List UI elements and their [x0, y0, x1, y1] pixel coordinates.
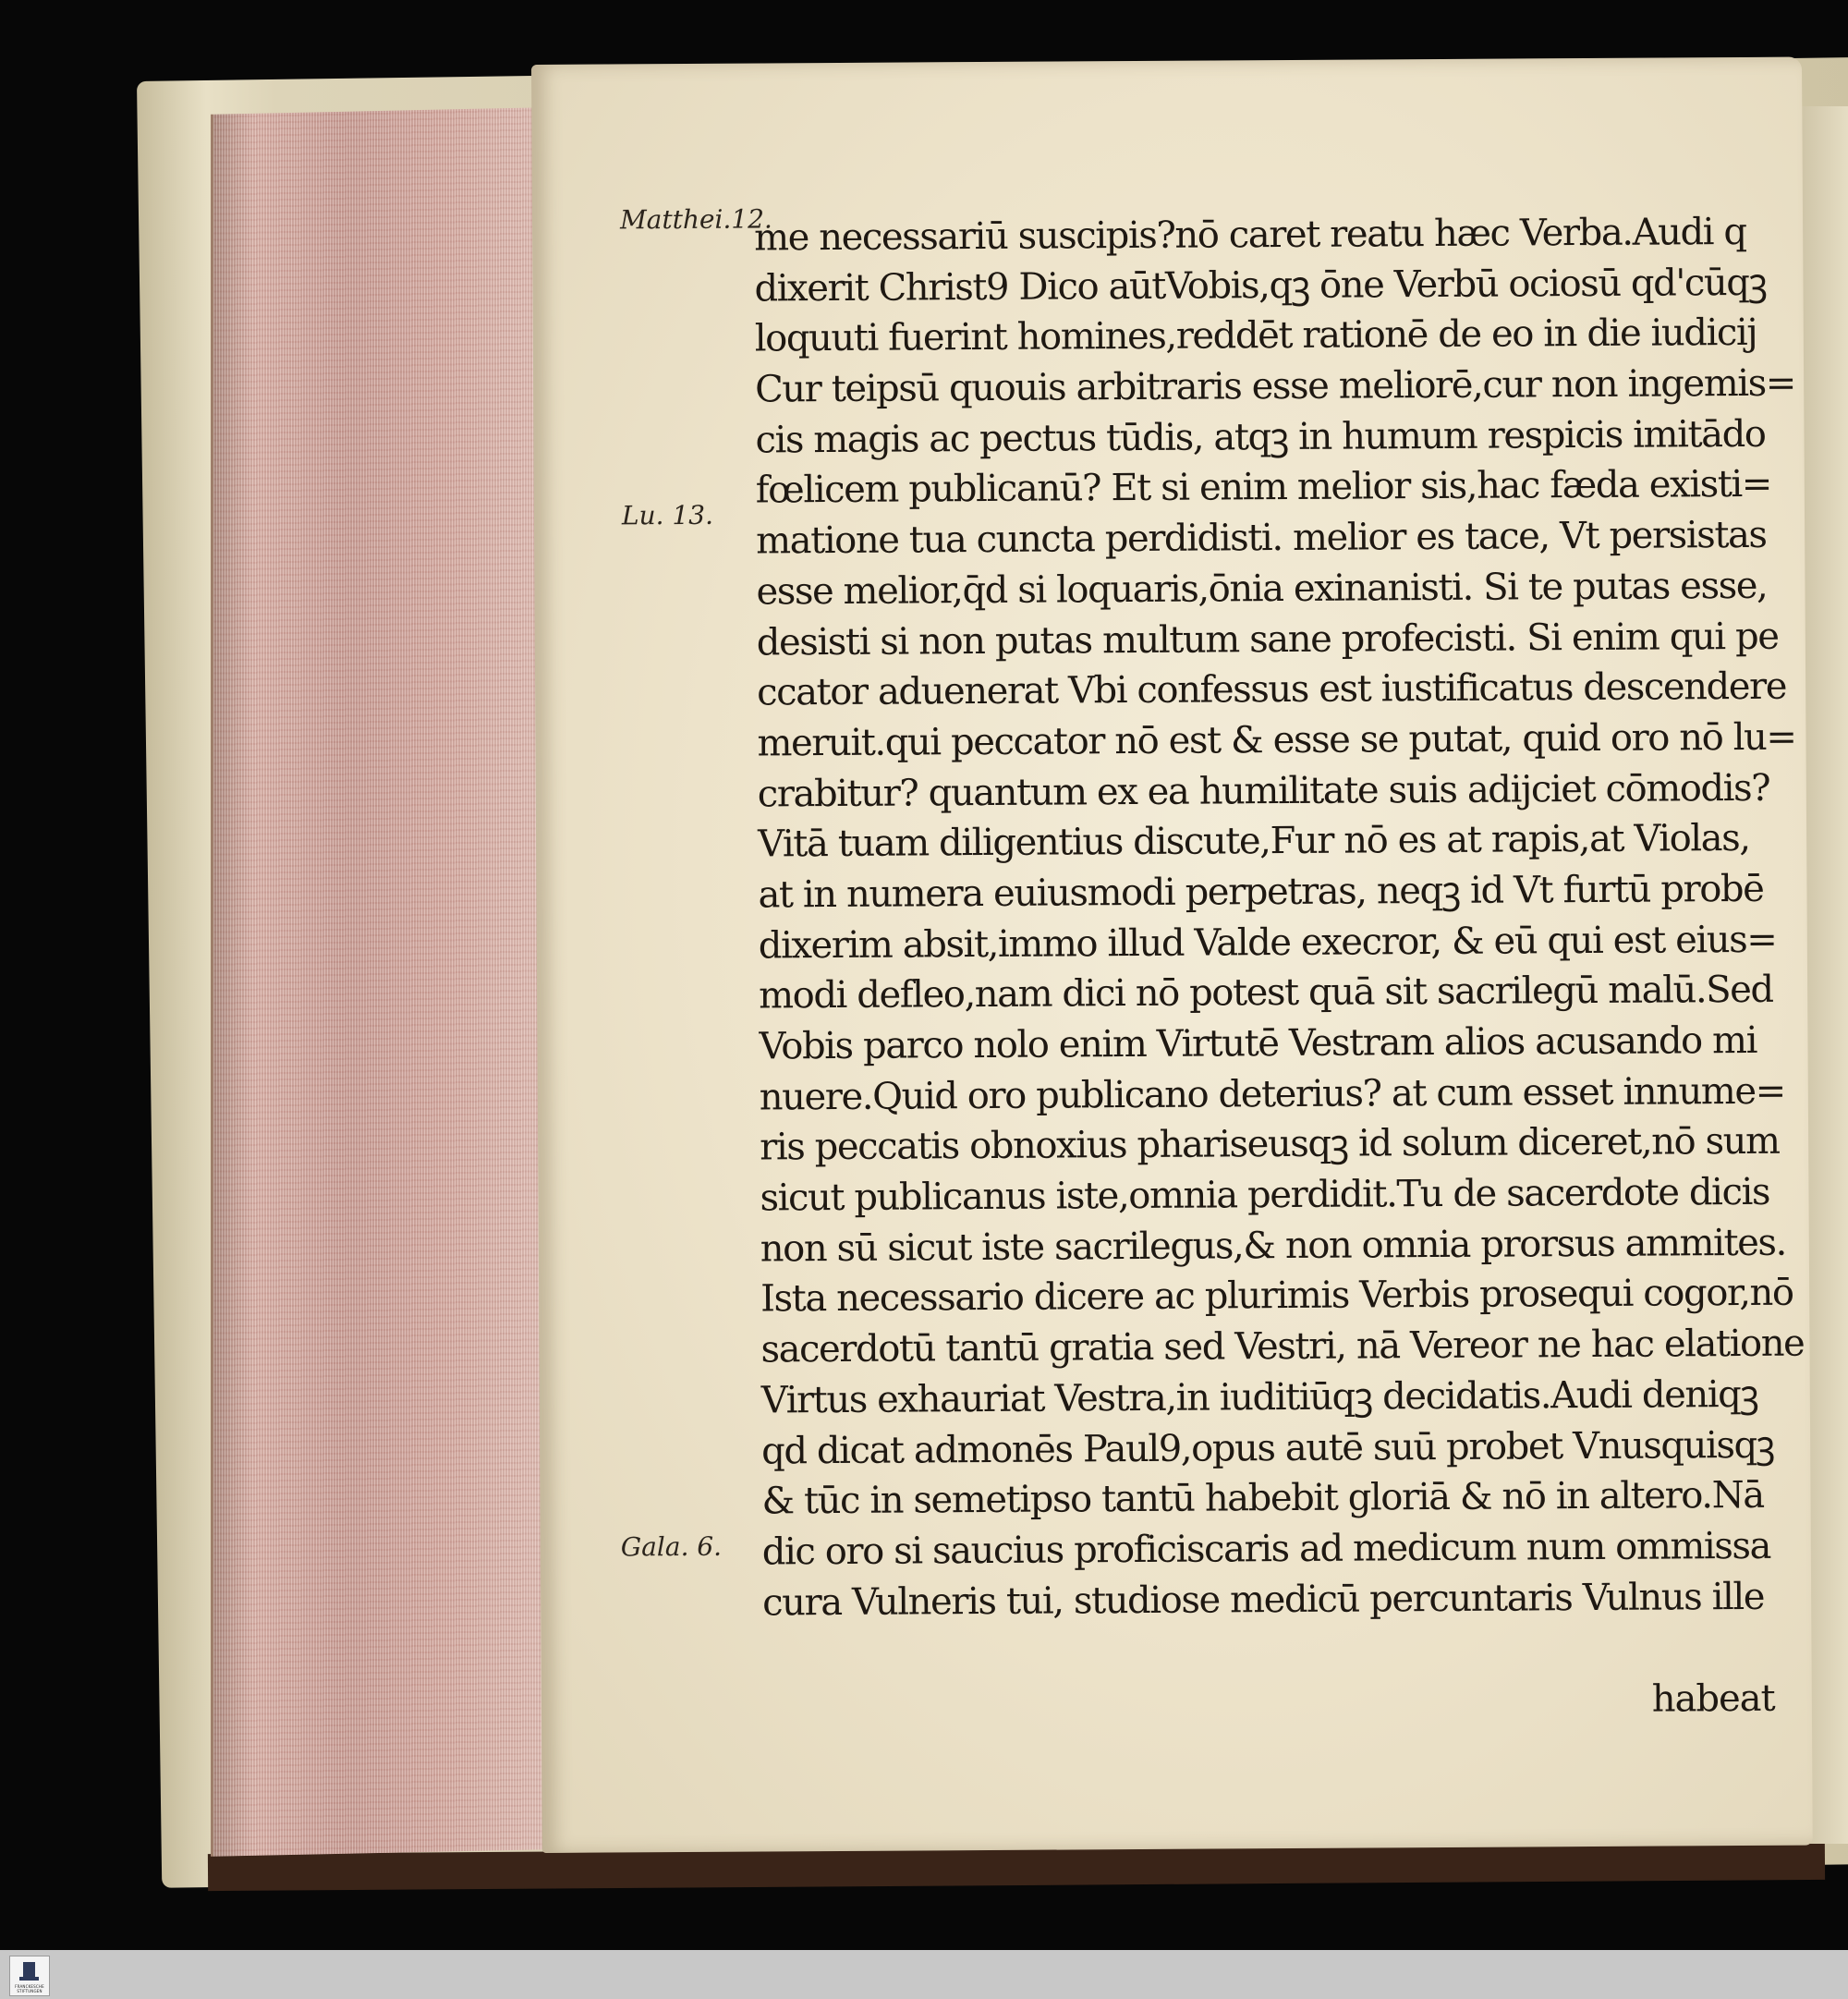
text-line: nuere.Quid oro publicano deterius? at cum esset innume=	[759, 1069, 1785, 1119]
text-line: & tūc in semetipso tantū habebit gloriā & nō in altero.Nā	[761, 1474, 1764, 1523]
text-line: esse melior,q̄d si loquaris,ōnia exinanisti. Si te putas esse,	[756, 564, 1768, 614]
catchword: habeat	[1651, 1676, 1775, 1721]
text-line: modi defleo,nam dici nō potest quā sit sacrilegū malū.Sed	[759, 969, 1773, 1018]
text-line: dixerit Christ9 Dico aūtVobis,qꝫ ōne Verbū ociosū qd'cūqꝫ	[754, 261, 1767, 311]
text-line: ccator aduenerat Vbi confessus est iustificatus descendere	[757, 664, 1787, 714]
marginal-note-matthei: Matthei.12.	[619, 203, 772, 236]
main-text-block	[754, 207, 1805, 1628]
marginal-note-luca: Lu. 13.	[621, 499, 714, 531]
page-fore-edge	[211, 107, 546, 1857]
marginal-note-galat: Gala. 6.	[620, 1530, 723, 1563]
text-line: Virtus exhauriat Vestra,in iuditiūqꝫ decidatis.Audi deniqꝫ	[760, 1372, 1758, 1422]
text-line: qd dicat admonēs Paul9,opus autē suū probet Vnusquisqꝫ	[761, 1423, 1774, 1473]
viewer-footer-bar	[0, 1950, 1848, 1999]
book-page	[531, 57, 1813, 1853]
text-line: Vobis parco nolo enim Virtutē Vestram alios acusando mi	[759, 1018, 1757, 1068]
text-line: sicut publicanus iste,omnia perdidit.Tu de sacerdote dicis	[760, 1170, 1770, 1220]
text-line: sacerdotū tantū gratia sed Vestri, nā Vereor ne hac elatione	[760, 1322, 1805, 1371]
text-line: non sū sicut iste sacrilegus,& non omnia prorsus ammites.	[760, 1221, 1787, 1271]
text-line: Ista necessario dicere ac plurimis Verbis prosequi cogor,nō	[760, 1272, 1793, 1321]
text-line: loquuti fuerint homines,reddēt rationē de eo in die iudicij	[754, 311, 1757, 360]
logo-caption: FRANCKESCHE STIFTUNGEN	[15, 1984, 44, 1993]
text-line: Cur teipsū quouis arbitraris esse meliorē,cur non ingemis=	[755, 361, 1796, 411]
text-line: dic oro si saucius proficiscaris ad medicum num ommissa	[761, 1524, 1771, 1574]
text-line: meruit.qui peccator nō est & esse se putat, quid oro nō lu=	[757, 715, 1796, 765]
library-logo[interactable]	[9, 1956, 50, 1996]
tower-icon	[23, 1962, 35, 1979]
text-line: crabitur? quantum ex ea humilitate suis adijciet cōmodis?	[757, 766, 1770, 816]
text-line: cura Vulneris tui, studiose medicū percuntaris Vulnus ille	[762, 1575, 1765, 1625]
text-line: at in numera euiusmodi perpetras, neqꝫ id Vt furtū probē	[758, 867, 1764, 917]
text-line: desisti si non putas multum sane profecisti. Si enim qui pe	[756, 615, 1779, 664]
text-line: cis magis ac pectus tūdis, atqꝫ in humum respicis imitādo	[755, 412, 1766, 462]
text-line: matione tua cuncta perdidisti. melior es tace, Vt persistas	[756, 513, 1767, 563]
text-line: Vitā tuam diligentius discute,Fur nō es at rapis,at Violas,	[758, 817, 1750, 866]
text-line: fœlicem publicanū? Et si enim melior sis,hac fæda existi=	[755, 463, 1772, 512]
text-line: dixerim absit,immo illud Valde execror, & eū qui est eius=	[758, 918, 1777, 968]
text-line: me necessariū suscipis?nō caret reatu hæc Verba.Audi q	[754, 210, 1746, 260]
text-line: ris peccatis obnoxius phariseusqꝫ id solum diceret,nō sum	[760, 1120, 1780, 1169]
